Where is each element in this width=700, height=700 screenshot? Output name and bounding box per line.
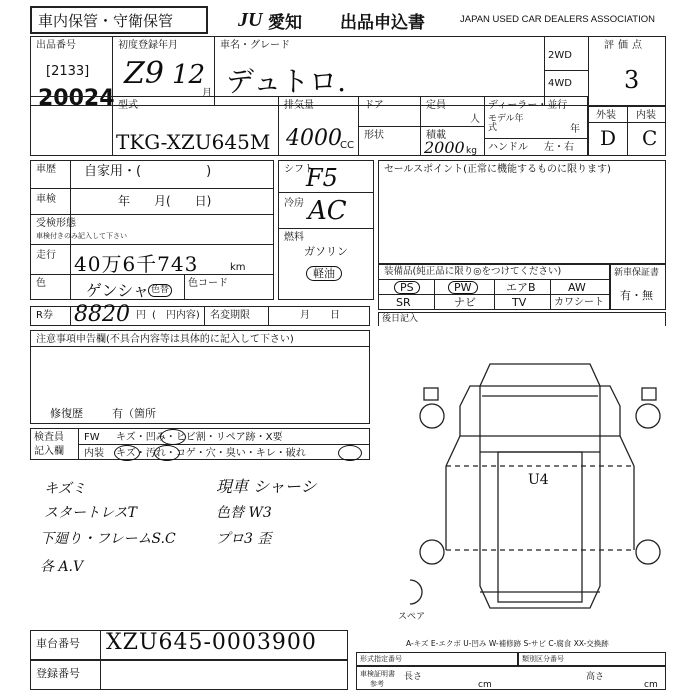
- storage-label: 車内保管・守衛保管: [38, 12, 174, 30]
- exterior-value: D: [600, 126, 617, 150]
- equip-airbag: エアB: [506, 281, 536, 294]
- handle-label: ハンドル: [488, 142, 528, 153]
- divider: [184, 274, 185, 300]
- divider: [627, 106, 628, 156]
- cert-label: 車検証明書: [360, 670, 395, 678]
- interior-value: C: [642, 126, 658, 150]
- note-right-1: 現車 シャーシ: [216, 477, 317, 496]
- model-label: 型式: [118, 100, 138, 111]
- divider: [550, 279, 551, 310]
- capacity-unit: 人: [470, 114, 480, 125]
- history-label: 車歴: [36, 164, 56, 175]
- shift-label: シフト: [284, 164, 314, 175]
- month-unit: 月: [202, 88, 212, 99]
- equip-tv: TV: [512, 296, 527, 309]
- equip-sr: SR: [396, 296, 411, 309]
- equipment-label: 装備品(純正品に限り◎をつけてください): [384, 266, 562, 277]
- equip-aw: AW: [568, 281, 586, 294]
- form-title: 出品申込書: [340, 13, 425, 33]
- chassis-value: XZU645-0003900: [106, 630, 317, 655]
- note-line-4: 各 A.V: [40, 559, 84, 575]
- shape-label: 形状: [364, 130, 384, 141]
- divider: [30, 346, 370, 347]
- warranty-label: 新車保証書: [614, 268, 660, 278]
- lot-label: 出品番号: [36, 40, 76, 51]
- repair-value: 有（箇所: [112, 407, 156, 420]
- model-year-label: モデル年式: [488, 114, 524, 133]
- divider: [204, 306, 205, 326]
- reg-label: 登録番号: [36, 667, 80, 680]
- note-line-1: キズミ: [44, 481, 86, 497]
- length-label: 長さ: [404, 672, 423, 682]
- year-unit: 年: [570, 124, 580, 135]
- receipt-label: 受検形態: [36, 218, 76, 229]
- load-value: 2000: [424, 138, 465, 157]
- height-unit: cm: [644, 680, 658, 690]
- first-reg-label: 初度登録年月: [118, 40, 178, 51]
- circle-mark: [160, 429, 186, 445]
- door-label: ドア: [364, 100, 384, 111]
- name-change-label: 名変期限: [210, 310, 250, 321]
- entry-label: 記入欄: [34, 446, 64, 457]
- divider: [30, 214, 274, 215]
- sales-points-label: セールスポイント(正常に機能するものに限ります): [384, 164, 611, 175]
- exterior-label: 外装: [596, 110, 616, 121]
- interior-label: 内装: [636, 110, 656, 121]
- damage-mark: U4: [528, 472, 549, 488]
- r-value: 8820: [74, 302, 130, 327]
- divider: [100, 630, 101, 660]
- lot-bracket: [2133]: [46, 64, 90, 79]
- disp-label: 排気量: [284, 100, 314, 111]
- chassis-label: 車台番号: [36, 637, 80, 650]
- dims-frame: [356, 666, 666, 690]
- category-label: 類別区分番号: [522, 655, 564, 663]
- legend-line: A-キズ E-エクボ U-凹み W-補修跡 S-サビ C-腐食 XX-交換跡: [406, 639, 609, 648]
- month-value: 12: [172, 60, 206, 90]
- color-label: 色: [36, 278, 46, 289]
- r-label: R券: [36, 310, 53, 321]
- spare-label: スペア: [398, 612, 426, 622]
- divider: [494, 279, 495, 310]
- mileage-unit: km: [230, 262, 246, 273]
- handle-options: 左・右: [544, 142, 574, 153]
- shift-value: F5: [306, 164, 338, 192]
- divider: [544, 70, 588, 71]
- disp-value: 4000: [286, 126, 342, 151]
- equip-seat: カワシート: [554, 297, 604, 308]
- history-frame: [30, 160, 274, 300]
- inspection-label: 車検: [36, 194, 56, 205]
- divider: [30, 188, 274, 189]
- name-change-value: 月 日: [300, 310, 340, 321]
- history-value: 自家用・( ): [84, 164, 212, 179]
- length-unit: cm: [478, 680, 492, 690]
- mileage-label: 走行: [36, 250, 56, 261]
- after-label: 後日記入: [382, 314, 419, 324]
- circle-mark: [338, 445, 362, 461]
- divider: [70, 160, 71, 300]
- warranty-options: 有・無: [620, 289, 653, 302]
- name-value: デュトロ.: [226, 65, 347, 98]
- score-label: 評価点: [604, 40, 646, 51]
- dealer-label: ディーラー・並行: [488, 100, 568, 111]
- equip-ps: PS: [394, 281, 420, 294]
- note-right-3: プロ3 歪: [216, 531, 272, 547]
- ac-label: 冷房: [284, 198, 304, 209]
- divider: [358, 126, 484, 127]
- drive-4wd: 4WD: [548, 78, 572, 89]
- fuel-label: 燃料: [284, 232, 304, 243]
- divider: [278, 192, 374, 193]
- color-note: 色替: [148, 284, 172, 297]
- disp-unit: CC: [340, 140, 354, 151]
- load-label: 積載: [426, 130, 446, 141]
- model-value: TKG-XZU645M: [116, 130, 271, 154]
- fuel-gasoline: ガソリン: [304, 245, 348, 258]
- score-value: 3: [624, 66, 640, 94]
- inspector-label: 検査員: [34, 432, 64, 443]
- mileage-value: 40万6千743: [74, 252, 199, 276]
- drive-2wd: 2WD: [548, 50, 572, 61]
- divider: [268, 306, 269, 326]
- color-code-label: 色コード: [188, 278, 228, 289]
- fuel-diesel: 軽油: [306, 266, 342, 281]
- note-right-2: 色替 W3: [216, 505, 272, 521]
- after-frame: [378, 312, 666, 326]
- divider: [100, 660, 101, 690]
- note-label: 参考: [370, 680, 384, 688]
- circle-mark: [114, 445, 140, 461]
- divider: [278, 228, 374, 229]
- divider: [278, 96, 279, 156]
- int-label: 内装: [84, 448, 104, 459]
- name-label: 車名・グレード: [220, 40, 290, 51]
- lot-number: 20024: [38, 86, 115, 111]
- capacity-label: 定員: [426, 100, 446, 111]
- int-items: キズ・汚れ・コゲ・穴・臭い・キレ・破れ: [116, 448, 306, 459]
- sales-points-frame: [378, 160, 666, 264]
- divider: [484, 96, 485, 156]
- inspection-value: 年 月( 日): [118, 194, 212, 208]
- circle-mark: [154, 445, 180, 461]
- repair-label: 修復歴: [50, 407, 83, 420]
- receipt-note: 車検付きのみ記入して下さい: [36, 232, 127, 240]
- note-line-2: スタートレスT: [44, 505, 137, 521]
- svg-text:JU: JU: [238, 9, 263, 29]
- color-value: ゲンシャ: [86, 281, 149, 300]
- brand-name: 愛知: [268, 13, 302, 33]
- equip-pw: PW: [448, 281, 478, 294]
- divider: [434, 279, 435, 310]
- ext-items: キズ・凹み・ヒビ割・リペア跡・X要: [116, 432, 283, 443]
- divider: [484, 138, 588, 139]
- shape-no-label: 形式指定番号: [360, 655, 402, 663]
- load-unit: kg: [466, 146, 477, 156]
- r-unit: 円: [136, 310, 146, 321]
- divider: [30, 244, 274, 245]
- divider: [70, 306, 71, 326]
- r-note: ( 円内容): [152, 310, 200, 321]
- association-name: JAPAN USED CAR DEALERS ASSOCIATION: [460, 14, 655, 25]
- fw-label: FW: [84, 432, 100, 443]
- note-line-3: 下廻り・フレームS.C: [40, 531, 176, 547]
- equip-navi: ナビ: [454, 296, 476, 309]
- notes-label: 注意事項申告欄(不具合内容等は具体的に記入して下さい): [36, 334, 294, 345]
- height-label: 高さ: [586, 672, 605, 682]
- year-value: Z9: [124, 56, 164, 91]
- ac-value: AC: [308, 196, 347, 226]
